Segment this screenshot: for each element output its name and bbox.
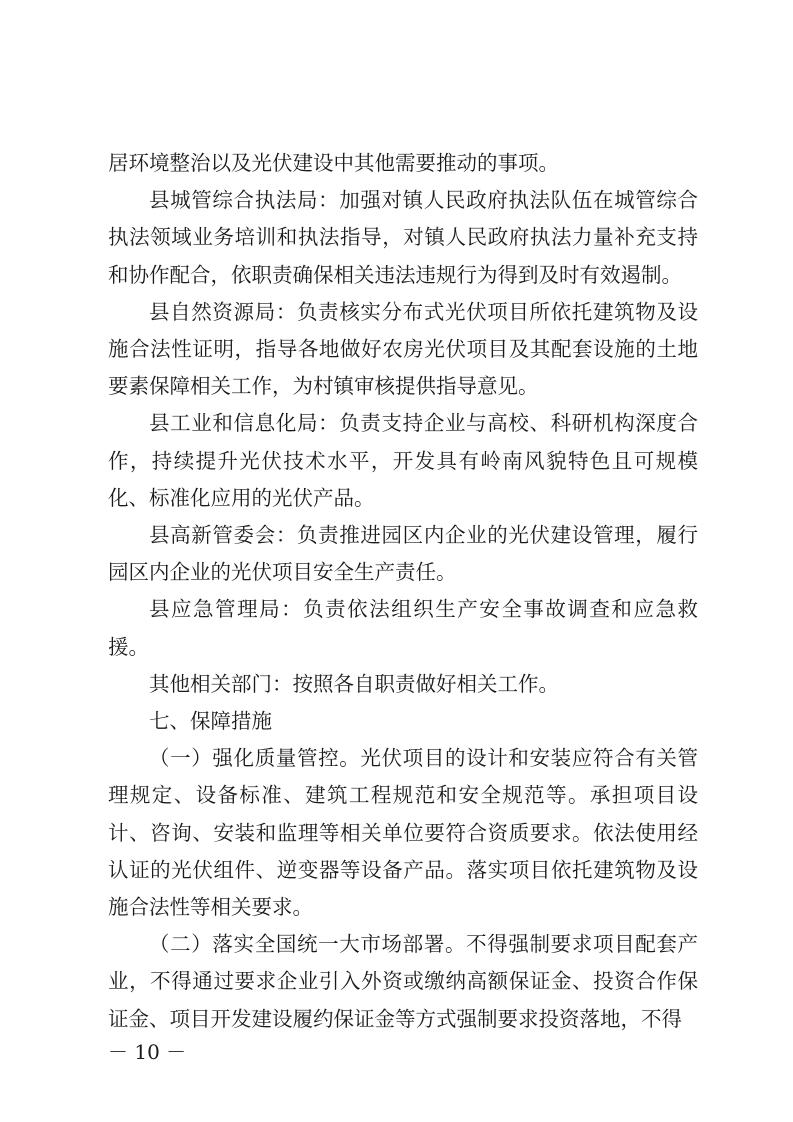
paragraph-industry-it: 县工业和信息化局：负责支持企业与高校、科研机构深度合作，持续提升光伏技术水平，开发具有岭南风貌特色且可规模化、标准化应用的光伏产品。 <box>108 411 698 510</box>
paragraph-high-tech-zone: 县高新管委会：负责推进园区内企业的光伏建设管理，履行园区内企业的光伏项目安全生产责任。 <box>108 523 698 585</box>
paragraph-emergency-management: 县应急管理局：负责依法组织生产安全事故调查和应急救援。 <box>108 597 698 659</box>
paragraph-quality-control: （一）强化质量管控。光伏项目的设计和安装应符合有关管理规定、设备标准、建筑工程规范和安全规范等。承担项目设计、咨询、安装和监理等相关单位要符合资质要求。依法使用经认证的光伏组件、逆变器等设备产品。落实项目依托建筑物及设施合法性等相关要求。 <box>108 746 698 920</box>
paragraph-other-departments: 其他相关部门：按照各自职责做好相关工作。 <box>149 671 559 696</box>
paragraph-natural-resources: 县自然资源局：负责核实分布式光伏项目所依托建筑物及设施合法性证明，指导各地做好农房光伏项目及其配套设施的土地要素保障相关工作，为村镇审核提供指导意见。 <box>108 299 698 399</box>
section-heading-safeguards: 七、保障措施 <box>149 709 272 734</box>
paragraph-unified-market: （二）落实全国统一大市场部署。不得强制要求项目配套产业，不得通过要求企业引入外资或缴纳高额保证金、投资合作保证金、项目开发建设履约保证金等方式强制要求投资落地，不得 <box>108 932 698 1031</box>
document-body <box>108 145 698 1038</box>
page-number: － 10 － <box>108 1040 187 1064</box>
paragraph-continuation: 居环境整治以及光伏建设中其他需要推动的事项。 <box>108 151 559 175</box>
paragraph-urban-management: 县城管综合执法局：加强对镇人民政府执法队伍在城管综合执法领域业务培训和执法指导，对镇人民政府执法力量补充支持和协作配合，依职责确保相关违法违规行为得到及时有效遏制。 <box>108 188 698 287</box>
